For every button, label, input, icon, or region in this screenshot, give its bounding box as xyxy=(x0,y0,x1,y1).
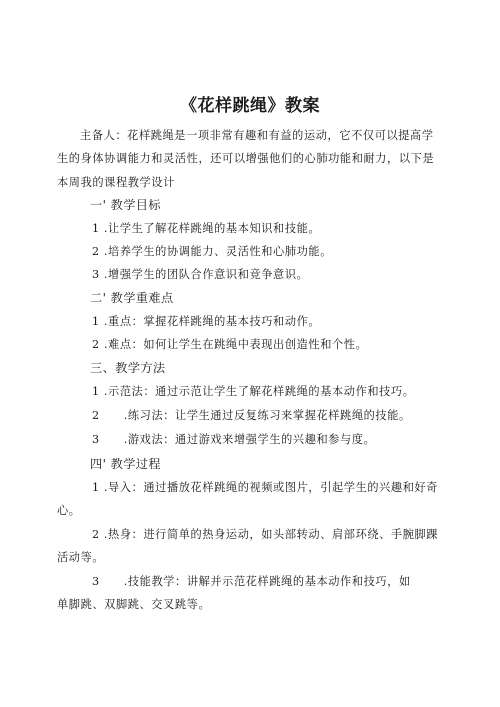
list-item xyxy=(92,313,320,329)
item-number: 1 xyxy=(92,385,100,398)
item-text: .导入：通过播放花样跳绳的视频或图片，引起学生的兴趣和好奇 xyxy=(103,481,439,494)
list-item xyxy=(92,266,308,282)
list-item xyxy=(92,479,438,495)
list-item xyxy=(92,220,320,236)
section-heading-objectives: 一' 教学目标 xyxy=(90,198,161,212)
list-item-continuation: 活动等。 xyxy=(57,551,105,564)
item-text: .技能教学：讲解并示范花样跳绳的基本动作和技巧，如 xyxy=(123,575,411,588)
list-item xyxy=(92,573,411,589)
item-text: .示范法：通过示范让学生了解花样跳绳的基本动作和技巧。 xyxy=(103,385,415,398)
list-item xyxy=(92,243,332,259)
item-number: 2 xyxy=(92,528,100,541)
item-text: .练习法：让学生通过反复练习来掌握花样跳绳的技能。 xyxy=(123,409,411,422)
list-item xyxy=(92,407,411,423)
list-item-continuation: 单脚跳、双脚跳、交叉跳等。 xyxy=(57,598,211,611)
item-text: .增强学生的团队合作意识和竞争意识。 xyxy=(103,268,309,281)
intro-line-2: 生的身体协调能力和灵活性，还可以增强他们的心肺功能和耐力，以下是 xyxy=(57,152,435,165)
item-number: 2 xyxy=(92,245,100,258)
intro-line-3: 本周我的课程教学设计 xyxy=(57,176,175,189)
list-item xyxy=(92,336,367,352)
item-text: .热身：进行简单的热身运动，如头部转动、肩部环绕、手腕脚踝 xyxy=(103,528,439,541)
section-heading-methods: 三、教学方法 xyxy=(90,361,166,375)
item-number: 1 xyxy=(92,222,100,235)
list-item-continuation: 心。 xyxy=(57,504,81,517)
item-text: .培养学生的协调能力、灵活性和心肺功能。 xyxy=(103,245,332,258)
list-item xyxy=(92,526,438,542)
item-text: .难点：如何让学生在跳绳中表现出创造性和个性。 xyxy=(103,338,368,351)
item-number: 2 xyxy=(92,409,100,422)
intro-line-1: 主备人：花样跳绳是一项非常有趣和有益的运动，它不仅可以提高学 xyxy=(80,129,434,142)
list-item xyxy=(92,383,415,399)
item-text: .重点：掌握花样跳绳的基本技巧和动作。 xyxy=(103,315,321,328)
item-number: 1 xyxy=(92,315,100,328)
document-title: 《花样跳绳》教案 xyxy=(180,96,320,116)
section-heading-process: 四' 教学过程 xyxy=(90,457,161,471)
item-text: .游戏法：通过游戏来增强学生的兴趣和参与度。 xyxy=(123,433,376,446)
section-heading-key-points: 二' 教学重难点 xyxy=(90,291,174,305)
item-number: 3 xyxy=(92,575,100,588)
item-number: 3 xyxy=(92,268,100,281)
item-number: 3 xyxy=(92,433,100,446)
list-item xyxy=(92,431,375,447)
item-text: .让学生了解花样跳绳的基本知识和技能。 xyxy=(103,222,321,235)
item-number: 1 xyxy=(92,481,100,494)
item-number: 2 xyxy=(92,338,100,351)
